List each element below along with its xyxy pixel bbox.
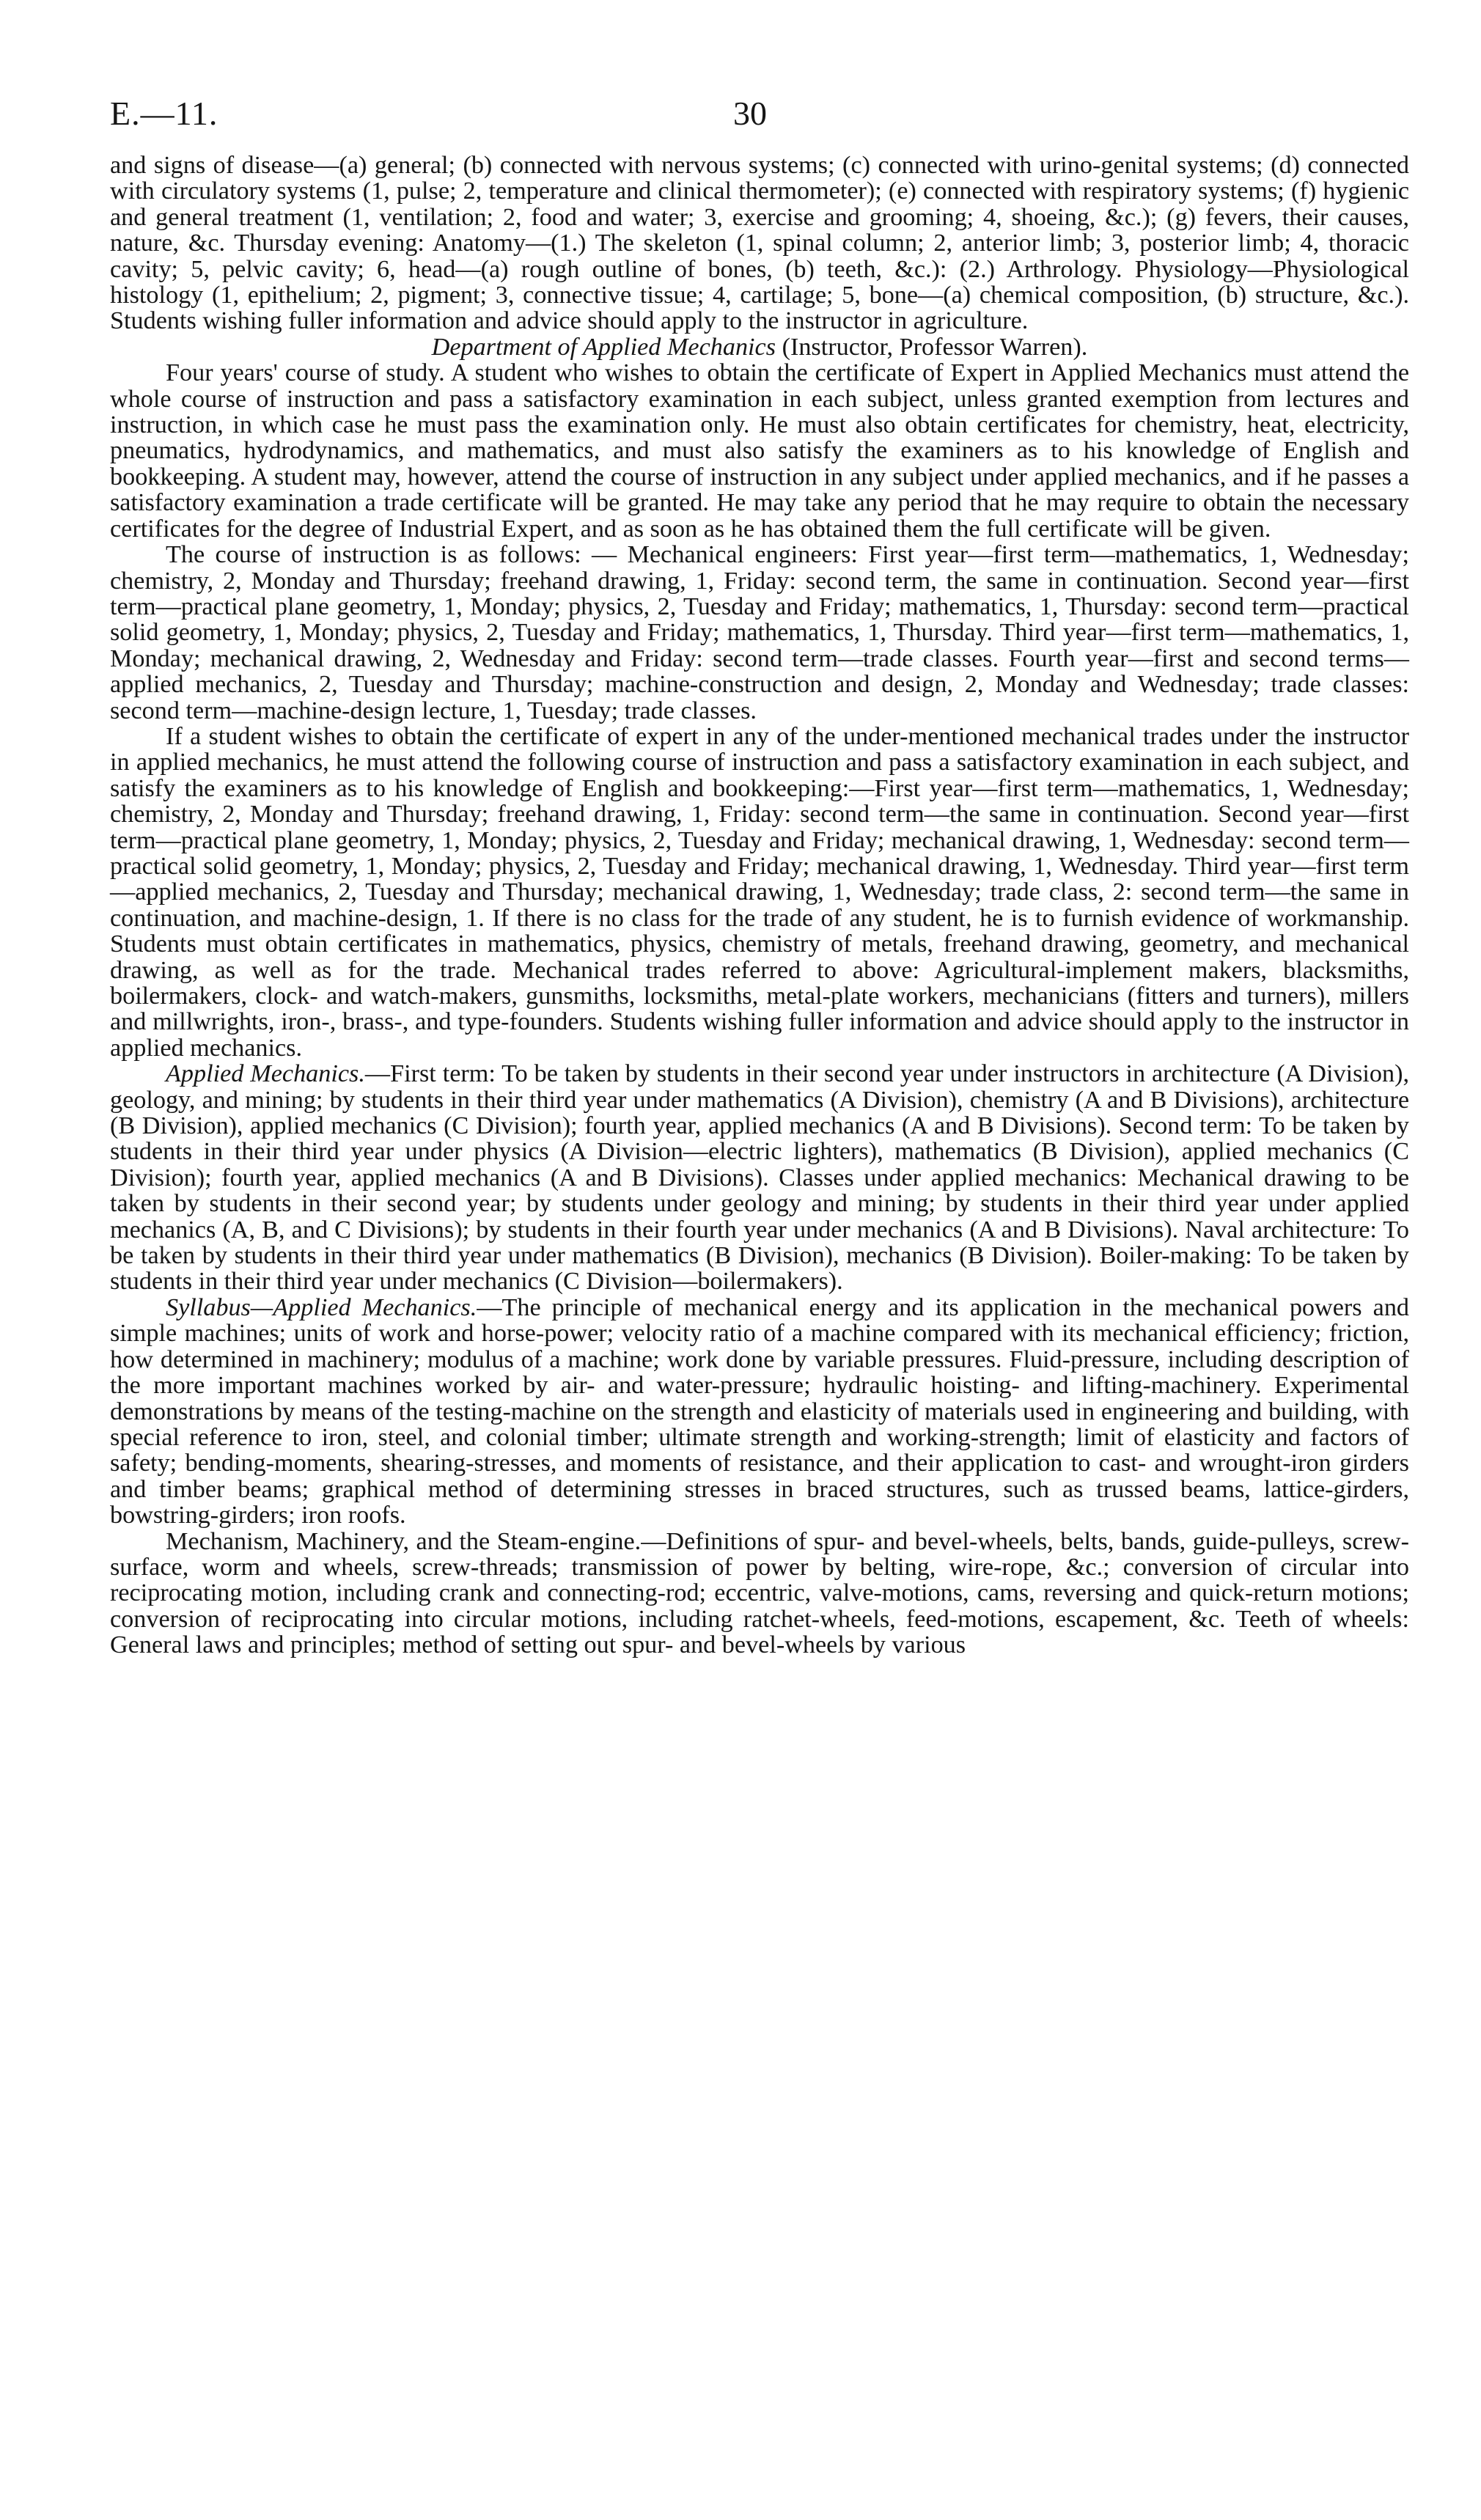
document-page	[110, 94, 1409, 1658]
paragraph-applied-mechanics-terms	[110, 1061, 1409, 1295]
section-heading-instructor: (Instructor, Professor Warren).	[776, 333, 1088, 361]
paragraph-applied-mechanics-body: —First term: To be taken by students in their second year under instructors in architecture (A Division), geology, and mining; by students in their third year under mathematics (A Division), chemistry (A and B Divisions), architecture (B Division), applied mechanics (C Division); fourth year, applied mechanics (A and B Divisions). Second term: To be taken by students in their third year under physics (A Division—electric lighters), mathematics (B Division), applied mechanics (C Division); fourth year, applied mechanics (A and B Divisions). Classes under applied mechanics: Mechanical drawing to be taken by students in their second year; by students under geology and mining; by students in their third year under applied mechanics (A, B, and C Divisions); by students in their fourth year under mechanics (A and B Divisions). Naval architecture: To be taken by students in their third year under mathematics (B Division), mechanics (B Division). Boiler-making: To be taken by students in their third year under mechanics (C Division—boilermakers).	[110, 1060, 1410, 1296]
paragraph-syllabus	[110, 1295, 1409, 1529]
section-heading-applied-mechanics	[110, 334, 1409, 360]
section-heading-title: Department of Applied Mechanics	[431, 333, 776, 361]
paragraph-mechanical-trades: If a student wishes to obtain the certificate of expert in any of the under-mentioned mechanical trades under the instructor in applied mechanics, he must attend the following course of instruction and pass a satisfactory examination in each subject, and satisfy the examiners as to his knowledge of English and bookkeeping:—First year—first term—mathematics, 1, Wednesday; chemistry, 2, Monday and Thursday; freehand drawing, 1, Friday: second term—the same in continuation. Second year—first term—practical plane geometry, 1, Monday; physics, 2, Tuesday and Friday; mechanical drawing, 1, Wednesday: second term—practical solid geometry, 1, Monday; physics, 2, Tuesday and Friday; mechanical drawing, 1, Wednesday. Third year—first term—applied mechanics, 2, Tuesday and Thursday; mechanical drawing, 1, Wednesday; trade class, 2: second term—the same in continuation, and machine-design, 1. If there is no class for the trade of any student, he is to furnish evidence of workmanship. Students must obtain certificates in mathematics, physics, chemistry of metals, freehand drawing, geometry, and mechanical drawing, as well as for the trade. Mechanical trades referred to above: Agricultural-implement makers, blacksmiths, boilermakers, clock- and watch-makers, gunsmiths, locksmiths, metal-plate workers, mechanicians (fitters and turners), millers and millwrights, iron-, brass-, and type-founders. Students wishing fuller information and advice should apply to the instructor in applied mechanics.	[110, 722, 1409, 1062]
page-header	[110, 94, 1409, 153]
paragraph-course-of-study: Four years' course of study. A student who wishes to obtain the certificate of Expert in Applied Mechanics must attend the whole course of instruction and pass a satisfactory examination in each subject, unless granted exemption from lectures and instruction, in which case he must pass the examination only. He must also obtain certificates for chemistry, heat, electricity, pneumatics, hydrodynamics, and mathematics, and must also satisfy the examiners as to his knowledge of English and bookkeeping. A student may, however, attend the course of instruction in any subject under applied mechanics, and if he passes a satisfactory examination a trade certificate will be granted. He may take any period that he may require to obtain the necessary certificates for the degree of Industrial Expert, and as soon as he has obtained them the full certificate will be given.	[110, 359, 1409, 543]
paragraph-course-of-instruction: The course of instruction is as follows: — Mechanical engineers: First year—first term—mathematics, 1, Wednesday; chemistry, 2, Monday and Thursday; freehand drawing, 1, Friday: second term, the same in continuation. Second year—first term—practical plane geometry, 1, Monday; physics, 2, Tuesday and Friday; mathematics, 1, Thursday: second term—practical solid geometry, 1, Monday; physics, 2, Tuesday and Friday; mathematics, 1, Thursday. Third year—first term—mathematics, 1, Monday; mechanical drawing, 2, Wednesday and Friday: second term—trade classes. Fourth year—first and second terms—applied mechanics, 2, Tuesday and Thursday; machine-construction and design, 2, Monday and Wednesday; trade classes: second term—machine-design lecture, 1, Tuesday; trade classes.	[110, 541, 1409, 724]
paragraph-lead-applied-mechanics: Applied Mechanics.	[166, 1060, 365, 1088]
body-text	[110, 153, 1409, 1658]
paragraph-syllabus-body: —The principle of mechanical energy and its application in the mechanical powers and simple machines; units of work and horse-power; velocity ratio of a machine compared with its mechanical efficiency; friction, how determined in machinery; modulus of a machine; work done by variable pressures. Fluid-pressure, including description of the more important machines worked by air- and water-pressure; hydraulic hoisting- and lifting-machinery. Experimental demonstrations by means of the testing-machine on the strength and elasticity of materials used in engineering and building, with special reference to iron, steel, and colonial timber; ultimate strength and working-strength; limit of elasticity and factors of safety; bending-moments, shearing-stresses, and moments of resistance, and their application to cast- and wrought-iron girders and timber beams; graphical method of determining stresses in braced structures, such as trussed beams, lattice-girders, bowstring-girders; iron roofs.	[110, 1293, 1410, 1529]
paragraph-veterinary-continued: and signs of disease—(a) general; (b) connected with nervous systems; (c) connected with urino-genital systems; (d) connected with circulatory systems (1, pulse; 2, temperature and clinical thermometer); (e) connected with respiratory systems; (f) hygienic and general treatment (1, ventilation; 2, food and water; 3, exercise and grooming; 4, shoeing, &c.); (g) fevers, their causes, nature, &c. Thursday evening: Anatomy—(1.) The skeleton (1, spinal column; 2, anterior limb; 3, posterior limb; 4, thoracic cavity; 5, pelvic cavity; 6, head—(a) rough outline of bones, (b) teeth, &c.): (2.) Arthrology. Physiology—Physiological histology (1, epithelium; 2, pigment; 3, connective tissue; 4, cartilage; 5, bone—(a) chemical composition, (b) structure, &c.). Students wishing fuller information and advice should apply to the instructor in agriculture.	[110, 152, 1409, 335]
document-reference: E.—11.	[110, 95, 218, 132]
paragraph-lead-syllabus: Syllabus—Applied Mechanics.	[166, 1293, 477, 1321]
page-number: 30	[733, 95, 767, 132]
paragraph-mechanism-machinery: Mechanism, Machinery, and the Steam-engine.—Definitions of spur- and bevel-wheels, belts, bands, guide-pulleys, screw-surface, worm and wheels, screw-threads; transmission of power by belting, wire-rope, &c.; conversion of circular into reciprocating motion, including crank and connecting-rod; eccentric, valve-motions, cams, reversing and quick-return motions; conversion of reciprocating into circular motions, including ratchet-wheels, feed-motions, escapement, &c. Teeth of wheels: General laws and principles; method of setting out spur- and bevel-wheels by various	[110, 1527, 1409, 1659]
